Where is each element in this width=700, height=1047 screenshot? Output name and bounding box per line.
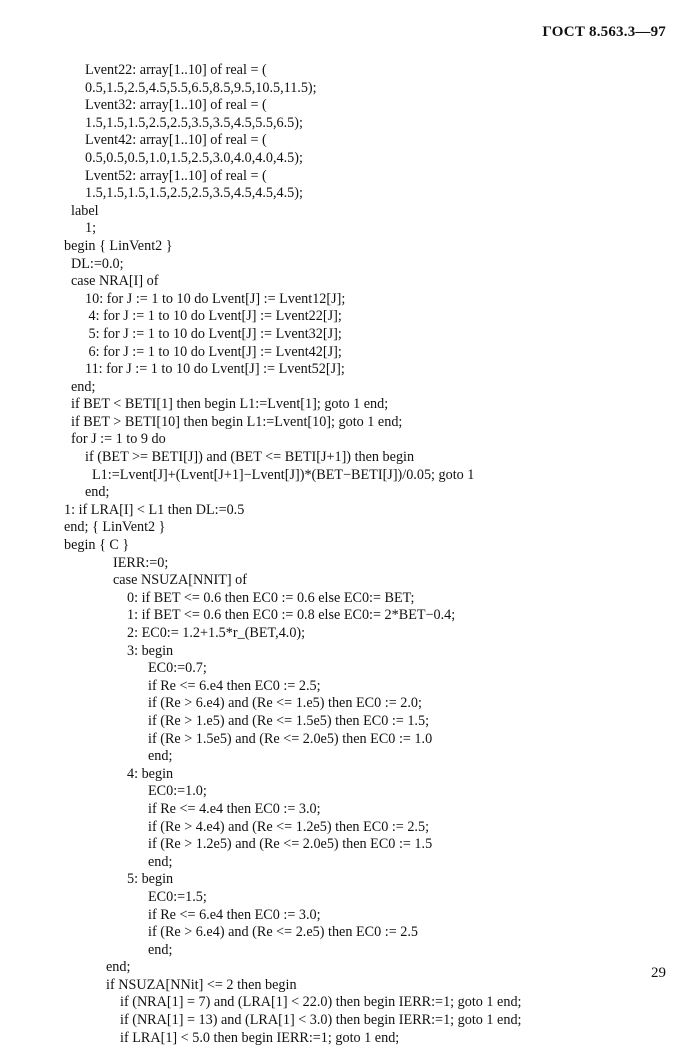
code-line: Lvent52: array[1..10] of real = ( (85, 167, 267, 184)
page-number: 29 (651, 965, 666, 981)
code-line: 6: for J := 1 to 10 do Lvent[J] := Lvent42[J]; (85, 343, 342, 360)
code-line: L1:=Lvent[J]+(Lvent[J+1]−Lvent[J])*(BET−BETI[J])/0.05; goto 1 (92, 466, 475, 483)
code-line: 1.5,1.5,1.5,2.5,2.5,3.5,3.5,4.5,5.5,6.5); (85, 114, 303, 131)
code-line: for J := 1 to 9 do (71, 431, 166, 448)
code-line: 1: if LRA[I] < L1 then DL:=0.5 (64, 501, 245, 518)
code-line: begin { LinVent2 } (64, 237, 173, 254)
code-line: Lvent42: array[1..10] of real = ( (85, 132, 267, 149)
code-line: if (NRA[1] = 7) and (LRA[1] < 22.0) then begin IERR:=1; goto 1 end; (120, 994, 522, 1011)
code-line: if (Re > 1.e5) and (Re <= 1.5e5) then EC0 := 1.5; (148, 712, 430, 729)
code-line: 4: begin (127, 765, 174, 782)
code-line: if Re <= 6.e4 then EC0 := 2.5; (148, 677, 321, 694)
code-line: case NRA[I] of (71, 273, 159, 290)
code-line: end; (106, 959, 131, 976)
code-line: end; (148, 853, 173, 870)
code-line: label (71, 202, 99, 219)
code-line: 3: begin (127, 642, 174, 659)
code-line: 2: EC0:= 1.2+1.5*r_(BET,4.0); (127, 625, 306, 641)
code-line: if (Re > 4.e4) and (Re <= 1.2e5) then EC0 := 2.5; (148, 818, 430, 835)
code-line: if Re <= 4.e4 then EC0 := 3.0; (148, 800, 321, 817)
code-line: end; (148, 748, 173, 765)
code-line: if NSUZA[NNit] <= 2 then begin (106, 976, 297, 993)
code-line: Lvent22: array[1..10] of real = ( (85, 62, 267, 78)
code-line: 11: for J := 1 to 10 do Lvent[J] := Lvent52[J]; (85, 361, 345, 378)
code-line: if (NRA[1] = 13) and (LRA[1] < 3.0) then begin IERR:=1; goto 1 end; (120, 1012, 522, 1029)
code-line: case NSUZA[NNIT] of (113, 572, 247, 589)
code-line: end; (71, 378, 96, 395)
code-line: if (Re > 1.2e5) and (Re <= 2.0e5) then EC0 := 1.5 (148, 836, 433, 853)
code-line: 10: for J := 1 to 10 do Lvent[J] := Lvent12[J]; (85, 290, 346, 307)
code-line: 5: for J := 1 to 10 do Lvent[J] := Lvent32[J]; (85, 325, 342, 342)
code-line: if (Re > 6.e4) and (Re <= 1.e5) then EC0 := 2.0; (148, 695, 422, 712)
code-line: EC0:=1.0; (148, 783, 207, 800)
code-line: end; { LinVent2 } (64, 519, 166, 536)
code-line: 5: begin (127, 871, 174, 888)
code-line: 0.5,1.5,2.5,4.5,5.5,6.5,8.5,9.5,10.5,11.5); (85, 79, 317, 96)
code-line: Lvent32: array[1..10] of real = ( (85, 97, 267, 114)
code-line: IERR:=0; (113, 554, 169, 571)
code-line: end; (85, 484, 110, 501)
code-line: if (Re > 1.5e5) and (Re <= 2.0e5) then EC0 := 1.0 (148, 730, 433, 747)
code-listing (64, 62, 684, 1047)
document-header: ГОСТ 8.563.3—97 (542, 24, 666, 40)
code-line: if LRA[1] < 5.0 then begin IERR:=1; goto 1 end; (120, 1029, 400, 1046)
code-line: EC0:=1.5; (148, 888, 207, 905)
code-line: 1.5,1.5,1.5,1.5,2.5,2.5,3.5,4.5,4.5,4.5); (85, 185, 303, 202)
code-line: DL:=0.0; (71, 255, 124, 272)
code-line: 1; (85, 220, 97, 237)
code-line: if (Re > 6.e4) and (Re <= 2.e5) then EC0 := 2.5 (148, 924, 418, 941)
code-line: if (BET >= BETI[J]) and (BET <= BETI[J+1]) then begin (85, 449, 415, 466)
code-line: end; (148, 941, 173, 958)
code-line: begin { C } (64, 537, 130, 554)
code-line: 0.5,0.5,0.5,1.0,1.5,2.5,3.0,4.0,4.0,4.5); (85, 149, 303, 166)
code-line: if Re <= 6.e4 then EC0 := 3.0; (148, 906, 321, 923)
code-line: 4: for J := 1 to 10 do Lvent[J] := Lvent22[J]; (85, 308, 342, 325)
code-line: 1: if BET <= 0.6 then EC0 := 0.8 else EC0:= 2*BET−0.4; (127, 607, 456, 624)
code-line: if BET < BETI[1] then begin L1:=Lvent[1]; goto 1 end; (71, 396, 389, 413)
code-line: 0: if BET <= 0.6 then EC0 := 0.6 else EC0:= BET; (127, 589, 415, 606)
code-line: if BET > BETI[10] then begin L1:=Lvent[10]; goto 1 end; (71, 413, 403, 430)
code-line: EC0:=0.7; (148, 660, 207, 677)
